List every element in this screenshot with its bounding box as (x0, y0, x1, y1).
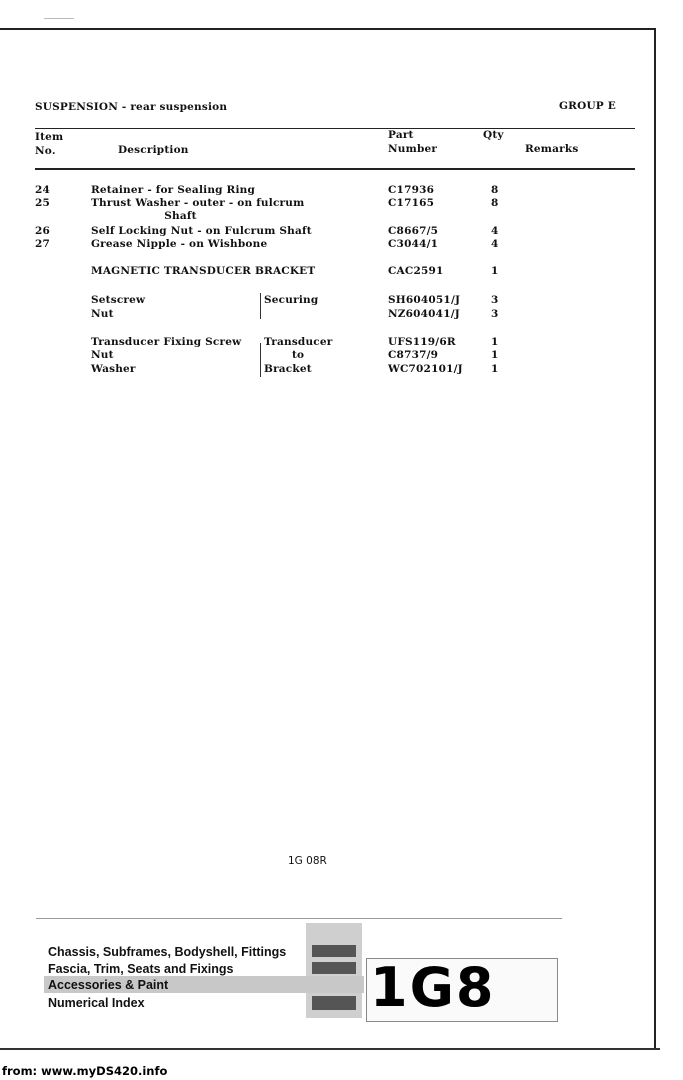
quantity: 1 (491, 265, 499, 277)
quantity: 4 (491, 225, 499, 237)
group-note-line: Bracket (264, 363, 312, 375)
header-rule-bottom (35, 168, 635, 170)
part-number: C3044/1 (388, 238, 439, 250)
table-row (0, 336, 683, 349)
fiche-tab-marker (312, 945, 356, 957)
item-number: 24 (35, 184, 51, 196)
item-number: 25 (35, 197, 51, 209)
col-item-line1: Item (35, 131, 64, 143)
table-row (0, 308, 683, 321)
table-row (0, 197, 683, 210)
table-row (0, 349, 683, 362)
col-part-line1: Part (388, 129, 414, 141)
item-description: Transducer Fixing Screw (91, 336, 242, 348)
bottom-rule (0, 1048, 660, 1050)
source-note: from: www.myDS420.info (2, 1064, 168, 1078)
page-border (0, 28, 656, 1048)
quantity: 3 (491, 308, 499, 320)
group-note-line: Transducer (264, 336, 333, 348)
col-description: Description (118, 144, 189, 156)
fiche-entry: Chassis, Subframes, Bodyshell, Fittings (48, 945, 287, 959)
assembly-title: MAGNETIC TRANSDUCER BRACKET (91, 265, 316, 277)
part-number: C8737/9 (388, 349, 439, 361)
group-label: GROUP E (559, 100, 616, 112)
group-brace (260, 293, 261, 319)
item-description: Nut (91, 308, 114, 320)
scan-mark (44, 18, 74, 19)
quantity: 3 (491, 294, 499, 306)
table-row (0, 294, 683, 307)
part-number: SH604051/J (388, 294, 461, 306)
item-number: 27 (35, 238, 51, 250)
item-description: Nut (91, 349, 114, 361)
table-row (0, 363, 683, 376)
fiche-code: 1G8 (370, 956, 496, 1019)
table-row (0, 210, 683, 223)
fiche-entry: Fascia, Trim, Seats and Fixings (48, 962, 234, 976)
group-note: Securing (264, 294, 319, 306)
part-number: C8667/5 (388, 225, 439, 237)
part-number: NZ604041/J (388, 308, 460, 320)
fiche-entry: Numerical Index (48, 996, 145, 1010)
group-brace (260, 343, 261, 377)
col-item-line2: No. (35, 145, 56, 157)
item-description: Retainer - for Sealing Ring (91, 184, 256, 196)
item-description: Grease Nipple - on Wishbone (91, 238, 268, 250)
quantity: 8 (491, 184, 499, 196)
table-row (0, 238, 683, 251)
quantity: 1 (491, 336, 499, 348)
table-row (0, 184, 683, 197)
part-number: C17165 (388, 197, 435, 209)
item-description: Thrust Washer - outer - on fulcrum (91, 197, 305, 209)
table-row (0, 225, 683, 238)
group-note-line: to (292, 349, 305, 361)
item-description: Setscrew (91, 294, 146, 306)
fiche-tab-marker (312, 962, 356, 974)
fiche-entry: Accessories & Paint (48, 978, 169, 992)
col-remarks: Remarks (525, 143, 579, 155)
quantity: 1 (491, 363, 499, 375)
quantity: 4 (491, 238, 499, 250)
item-description: Washer (91, 363, 136, 375)
part-number: WC702101/J (388, 363, 463, 375)
page-code: 1G 08R (288, 855, 327, 867)
part-number: C17936 (388, 184, 435, 196)
part-number: CAC2591 (388, 265, 444, 277)
quantity: 8 (491, 197, 499, 209)
section-title: SUSPENSION - rear suspension (35, 101, 228, 113)
quantity: 1 (491, 349, 499, 361)
col-part-line2: Number (388, 143, 438, 155)
fiche-top-line (36, 918, 562, 919)
item-number: 26 (35, 225, 51, 237)
fiche-tab-marker (312, 996, 356, 1010)
header-rule-top (35, 128, 635, 129)
fiche-index (36, 918, 562, 1036)
col-qty: Qty (483, 129, 504, 141)
part-number: UFS119/6R (388, 336, 456, 348)
item-description: Shaft (91, 210, 197, 222)
item-description: Self Locking Nut - on Fulcrum Shaft (91, 225, 312, 237)
assembly-row (0, 265, 683, 278)
